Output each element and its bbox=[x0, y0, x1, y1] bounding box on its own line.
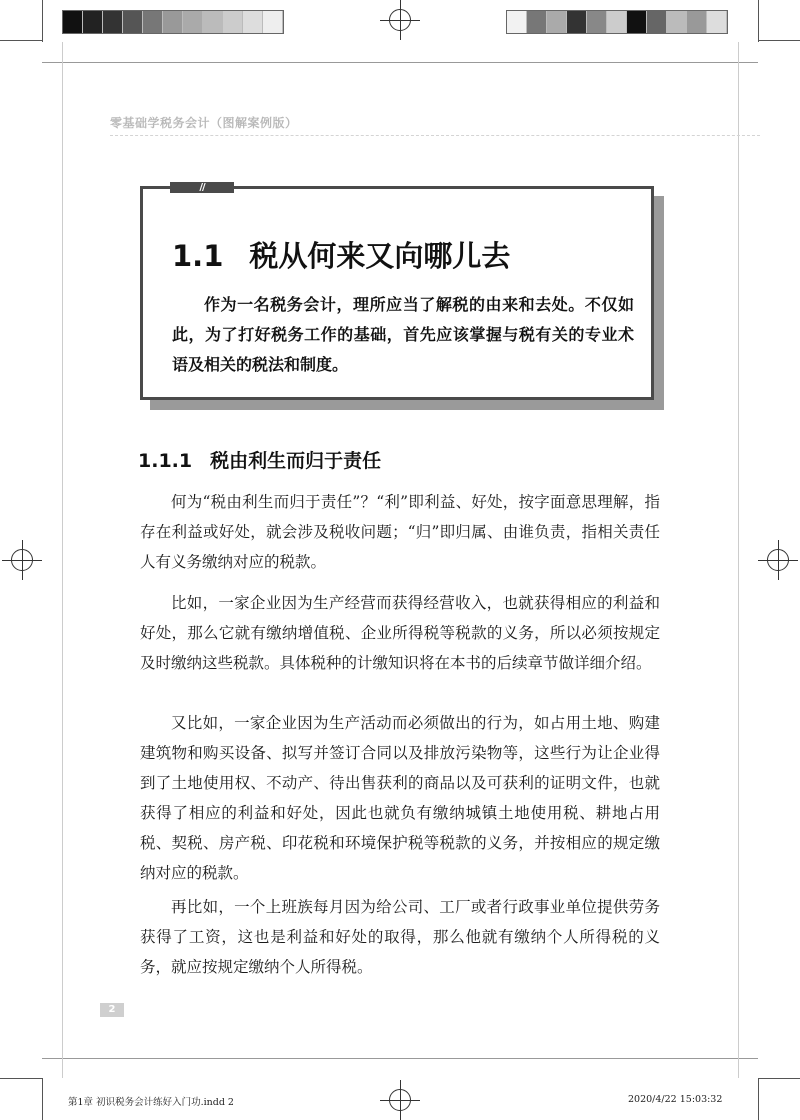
color-swatch bbox=[707, 11, 727, 33]
color-swatch bbox=[143, 11, 163, 33]
body-paragraph: 再比如，一个上班族每月因为给公司、工厂或者行政事业单位提供劳务获得了工资，这也是利益和好处的取得，那么他就有缴纳个人所得税的义务，就应按规定缴纳个人所得税。 bbox=[140, 898, 660, 976]
color-swatch bbox=[527, 11, 547, 33]
registration-mark-left bbox=[2, 540, 42, 580]
registration-mark-right bbox=[758, 540, 798, 580]
trim-line-right bbox=[738, 42, 739, 1078]
slug-file-name: 第1章 初识税务会计练好入门功.indd 2 bbox=[68, 1097, 234, 1108]
crop-mark-bottom-left-h bbox=[0, 1078, 42, 1079]
color-swatch bbox=[83, 11, 103, 33]
crop-mark-bottom-right-v bbox=[758, 1078, 759, 1120]
running-head: 零基础学税务会计（图解案例版） bbox=[110, 116, 298, 130]
color-bar-right bbox=[506, 10, 728, 34]
color-swatch bbox=[587, 11, 607, 33]
section-box-tab: // bbox=[170, 182, 234, 193]
section-title-text: 税从何来又向哪儿去 bbox=[249, 239, 511, 273]
subsection-title bbox=[138, 446, 381, 473]
color-swatch bbox=[507, 11, 527, 33]
crop-mark-top-right-v bbox=[758, 0, 759, 42]
color-swatch bbox=[607, 11, 627, 33]
body-paragraph: 比如，一家企业因为生产经营而获得经营收入，也就获得相应的利益和好处，那么它就有缴纳增值税、企业所得税等税款的义务，所以必须按规定及时缴纳这些税款。具体税种的计缴知识将在本书的后续章节做详细介绍。 bbox=[140, 594, 660, 672]
subsection-title-text: 税由利生而归于责任 bbox=[210, 450, 382, 472]
color-swatch bbox=[203, 11, 223, 33]
registration-mark-top bbox=[380, 0, 420, 40]
running-head-rule bbox=[110, 135, 760, 136]
color-swatch bbox=[687, 11, 707, 33]
color-bar-left bbox=[62, 10, 284, 34]
body-paragraph-1-wrap bbox=[140, 487, 660, 577]
color-swatch bbox=[547, 11, 567, 33]
color-swatch bbox=[263, 11, 283, 33]
section-title bbox=[172, 234, 510, 275]
page-number: 2 bbox=[100, 1003, 124, 1017]
color-swatch bbox=[243, 11, 263, 33]
color-swatch bbox=[647, 11, 667, 33]
trim-line-bottom bbox=[42, 1058, 758, 1059]
color-swatch bbox=[183, 11, 203, 33]
color-swatch bbox=[567, 11, 587, 33]
color-swatch bbox=[223, 11, 243, 33]
section-number: 1.1 bbox=[172, 239, 224, 273]
crop-mark-bottom-right-h bbox=[758, 1078, 800, 1079]
section-intro: 作为一名税务会计，理所应当了解税的由来和去处。不仅如此，为了打好税务工作的基础，首先应该掌握与税有关的专业术语及相关的税法和制度。 bbox=[172, 295, 634, 374]
color-swatch bbox=[123, 11, 143, 33]
trim-line-top bbox=[42, 62, 758, 63]
body-paragraph-4-wrap bbox=[140, 892, 660, 982]
color-swatch bbox=[627, 11, 647, 33]
color-swatch bbox=[103, 11, 123, 33]
body-paragraph: 又比如，一家企业因为生产活动而必须做出的行为，如占用土地、购建建筑物和购买设备、拟写并签订合同以及排放污染物等，这些行为让企业得到了土地使用权、不动产、待出售获利的商品以及可获利的证明文件，也就获得了相应的利益和好处，因此也就负有缴纳城镇土地使用税、耕地占用税、契税、房产税、印花税和环境保护税等税款的义务，并按相应的规定缴纳对应的税款。 bbox=[140, 714, 660, 882]
crop-mark-top-left-v bbox=[42, 0, 43, 42]
color-swatch bbox=[163, 11, 183, 33]
body-paragraph: 何为“税由利生而归于责任”？“利”即利益、好处，按字面意思理解，指存在利益或好处，就会涉及税收问题；“归”即归属、由谁负责，指相关责任人有义务缴纳对应的税款。 bbox=[140, 493, 660, 571]
slug-datetime: 2020/4/22 15:03:32 bbox=[628, 1094, 723, 1105]
trim-line-left bbox=[62, 42, 63, 1078]
crop-mark-top-left-h bbox=[0, 40, 42, 41]
color-swatch bbox=[63, 11, 83, 33]
color-swatch bbox=[667, 11, 687, 33]
crop-mark-top-right-h bbox=[758, 40, 800, 41]
body-paragraph-3-wrap bbox=[140, 708, 660, 888]
body-paragraph-2-wrap bbox=[140, 588, 660, 678]
subsection-number: 1.1.1 bbox=[138, 450, 193, 472]
registration-mark-bottom bbox=[380, 1080, 420, 1120]
crop-mark-bottom-left-v bbox=[42, 1078, 43, 1120]
